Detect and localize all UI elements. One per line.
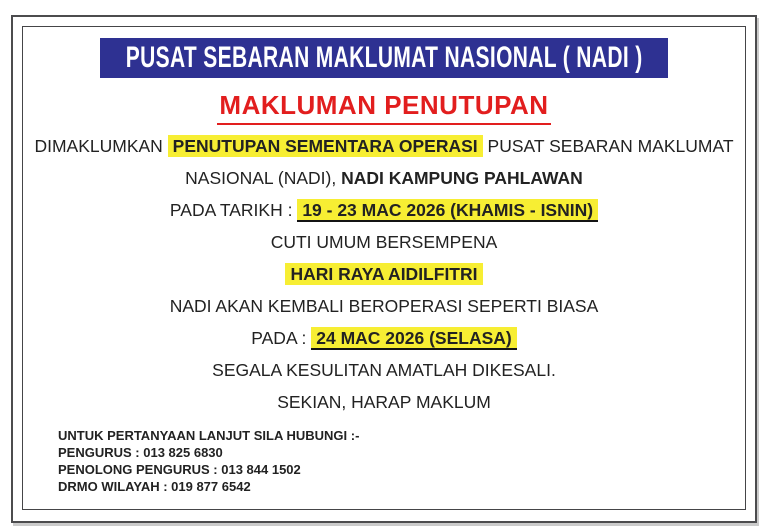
body-line-8: SEGALA KESULITAN AMATLAH DIKESALI. xyxy=(212,360,556,380)
outer-border xyxy=(11,15,757,523)
contact-entry-assistant-manager: PENOLONG PENGURUS : 013 844 1502 xyxy=(58,462,301,477)
body-line-2 xyxy=(23,167,745,189)
line7-pre: PADA : xyxy=(251,328,312,348)
notice-title: MAKLUMAN PENUTUPAN xyxy=(217,90,550,125)
body-line-1 xyxy=(23,135,745,157)
notice-title-row xyxy=(23,90,745,125)
notice-body xyxy=(23,135,745,413)
line5-highlight: HARI RAYA AIDILFITRI xyxy=(285,263,482,285)
line3-highlight: 19 - 23 MAC 2026 (KHAMIS - ISNIN) xyxy=(297,199,598,222)
body-line-7 xyxy=(23,327,745,349)
line3-pre: PADA TARIKH : xyxy=(169,200,298,220)
body-line-5 xyxy=(23,263,745,285)
contact-block xyxy=(58,427,359,495)
contact-entry-drmo: DRMO WILAYAH : 019 877 6542 xyxy=(58,479,251,494)
body-line-9: SEKIAN, HARAP MAKLUM xyxy=(277,392,491,412)
line2-bold: NADI KAMPUNG PAHLAWAN xyxy=(341,168,583,188)
line7-highlight: 24 MAC 2026 (SELASA) xyxy=(311,327,516,350)
inner-border xyxy=(22,26,746,510)
line1-post: PUSAT SEBARAN MAKLUMAT xyxy=(482,136,734,156)
line1-pre: DIMAKLUMKAN xyxy=(34,136,168,156)
body-line-3 xyxy=(23,199,745,221)
line1-highlight: PENUTUPAN SEMENTARA OPERASI xyxy=(168,135,483,157)
header-banner xyxy=(100,38,668,78)
contact-heading: UNTUK PERTANYAAN LANJUT SILA HUBUNGI :- xyxy=(58,428,360,443)
body-line-4: CUTI UMUM BERSEMPENA xyxy=(270,232,498,252)
body-line-6: NADI AKAN KEMBALI BEROPERASI SEPERTI BIASA xyxy=(169,296,599,316)
line2-pre: NASIONAL (NADI), xyxy=(185,168,342,188)
banner-title: PUSAT SEBARAN MAKLUMAT NASIONAL ( NADI ) xyxy=(125,41,643,74)
contact-entry-manager: PENGURUS : 013 825 6830 xyxy=(58,445,223,460)
